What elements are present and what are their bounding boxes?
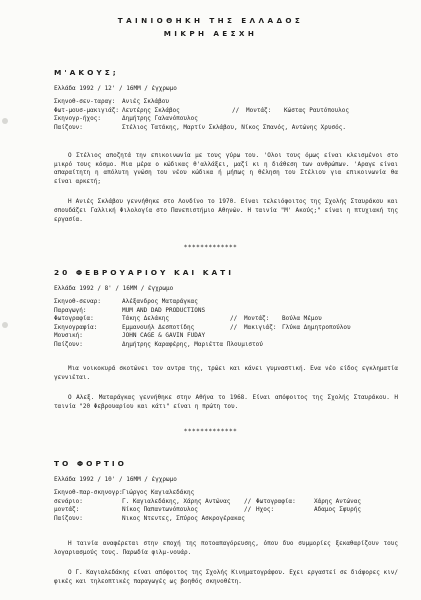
film-title: 20 ΦΕΒΡΟΥΑΡΙΟΥ ΚΑΙ ΚΑΤΙ — [54, 268, 234, 277]
film-description-2 — [54, 365, 398, 411]
credit-label: Παίζουν: — [54, 123, 83, 131]
credit-label: Παραγωγή: — [54, 306, 87, 314]
film-description-1 — [54, 152, 398, 224]
credit-row — [54, 324, 399, 333]
section-separator: ************* — [183, 428, 238, 435]
credit-value: Λευτέρης Σκλάβος — [122, 106, 180, 114]
credit-label: Φωτ-μουσ-μακιγιάζ: — [54, 106, 120, 114]
credit-value: Νίκος Παπαντωνόπουλος — [122, 506, 198, 514]
film-synopsis: Ο Στέλιος αποζητά την επικοινωνία με τους γύρω του. 'Ολοι τους όμως είναι κλεισμένοι στο μικρό τους κόσμο. Μια μέρα ο κώδικας θ'αλλάξει, μαζί κι η διάθεση των ανθρώπων. 'Αραγε είναι απαραίτητη η απόλυτη γνώση του νέου κώδικα ή μήπως η θέληση του Στέλιου για επικοινωνία θα είναι αρκετή; — [54, 152, 398, 185]
credits-list — [54, 98, 399, 132]
credit-row — [54, 124, 399, 133]
credit-label-2: Μοντάζ: — [246, 106, 272, 114]
credit-row — [54, 307, 399, 316]
document-header — [0, 14, 421, 40]
punch-hole — [2, 322, 8, 328]
credit-label: Παίζουν: — [54, 340, 83, 348]
director-bio: Ο Γ. Καγιαλεδάκης είναι απόφοιτος της Σχολής Κινηματογράφου. Εχει εργαστεί σε διάφορες κιν/φικές και τηλεοπτικές παραγωγές ως βοηθός σκηνοθέτη. — [54, 569, 398, 585]
director-bio: Η Ανιές Σκλάβου γεννήθηκε στο Λονδίνο το 1970. Είναι τελειόφοιτος της Σχολής Σταυράκου και σπουδάζει Γαλλική Φιλολογία στο Πανεπιστήμιο Αθηνών. Η ταινία "Μ' Ακούς;" είναι η πτυχιακή της εργασία. — [54, 198, 398, 223]
credit-separator: // — [244, 497, 252, 505]
punch-hole — [2, 118, 8, 124]
film-entry-2 — [54, 268, 399, 350]
credit-value: Στέλιος Τατάκης, Μαρτίν Σκλάβου, Νίκος Σπανός, Αντώνης Χρυσός. — [122, 123, 346, 131]
credit-label: Μουσική: — [54, 332, 83, 340]
credit-label: Παίζουν: — [54, 514, 83, 522]
credit-label: Σκηνογραφία: — [54, 323, 98, 331]
film-synopsis: Η ταινία αναφέρεται στην εποχή της ποτοαπαγόρευσης, όπου δυο συμμορίες ξεκαθαρίζουν τους λογαριασμούς τους. Παρωδία φιλμ-νουάρ. — [54, 540, 398, 556]
credit-value: Εμμανουήλ Δεσποτίδης — [122, 323, 195, 331]
credit-value-2: Αδαμος Σφυρής — [314, 506, 361, 514]
credit-value-2: Κώστας Ραυτόπουλος — [284, 106, 350, 114]
credit-row — [54, 98, 399, 107]
section-separator: ************* — [183, 244, 238, 251]
credit-label-2: Φωτογραφία: — [256, 497, 296, 505]
credit-label-2: Μακιγιάζ: — [244, 323, 277, 331]
credit-row — [54, 515, 399, 524]
credit-value: Αλέξανδρος Ματαράγκας — [122, 298, 198, 305]
credit-value: Τάκης Δελάκης — [122, 315, 169, 323]
credit-row — [54, 107, 399, 116]
header-line-1: ΤΑΙΝΙΟΘΗΚΗ ΤΗΣ ΕΛΛΑΔΟΣ — [117, 16, 304, 25]
credit-label: Σκηνογρ-ήχος: — [54, 115, 101, 123]
credit-row — [54, 115, 399, 124]
credit-row — [54, 506, 399, 515]
credit-row — [54, 298, 399, 307]
credit-label-2: Ηχος: — [256, 506, 275, 514]
film-entry-3 — [54, 459, 399, 523]
credit-value: Νικος Ντεντες, Σπύρος Ασκρογέρακας — [122, 514, 245, 522]
film-title: ΤΟ ΦΟΡΤΙΟ — [54, 459, 127, 468]
film-info: Ελλάδα 1992 / 10' / 16MM / έγχρωμο — [54, 476, 177, 483]
credit-row — [54, 315, 399, 324]
credit-row — [54, 489, 399, 498]
director-bio: Ο Αλεξ. Ματαράγκας γεννήθηκε στην Αθήνα το 1968. Είναι απόφοιτος της Σχολής Σταυράκου. Η ταινία "20 Φεβρουαρίου και κάτι" είναι η πρώτη του. — [54, 394, 398, 410]
credit-value-2: Γλύκα Δημητροπούλου — [282, 323, 351, 331]
film-synopsis: Μια νοικοκυρά σκοτώνει τον αντρα της, τρώει και κάνει γυμναστική. Ενα νέο είδος εγκληματία γεννιέται. — [54, 365, 398, 381]
credit-label-2: Μοντάζ: — [244, 315, 270, 323]
credit-label: μοντάζ: — [54, 506, 80, 514]
credit-value: Γιώργος Καγιαλεδάκης — [122, 489, 195, 496]
credits-list — [54, 489, 399, 523]
credit-label: Σκηνοθ-σεν-ταραγ: — [54, 98, 116, 105]
film-entry-1 — [54, 68, 399, 132]
credit-value: Δημήτρης Γαλανόπουλος — [122, 115, 198, 123]
credit-value: JOHN CAGE & GAVIN FUDAY — [122, 332, 206, 340]
credits-list — [54, 298, 399, 350]
film-title: Μ'ΑΚΟΥΣ; — [54, 68, 119, 77]
header-line-2: ΜΙΚΡΗ ΑΕΣΧΗ — [163, 29, 258, 38]
film-info: Ελλάδα 1992 / 12' / 16MM / έγχρωμο — [54, 85, 177, 92]
credit-separator: // — [230, 323, 238, 331]
credit-separator: // — [244, 506, 252, 514]
credit-row — [54, 498, 399, 507]
credit-value-2: Χάρης Αντώνας — [314, 497, 361, 505]
film-description-3 — [54, 540, 398, 586]
credit-row — [54, 341, 399, 350]
credit-value: Γ. Καγιαλεδάκης, Χάρης Αντώνας — [122, 497, 231, 505]
credit-value: Ανιές Σκλάβου — [122, 98, 169, 105]
credit-label: Σκηνοθ-σεναρ: — [54, 298, 101, 305]
credit-value: MUM AND DAD PRODUCTIONS — [122, 306, 206, 314]
credit-label: σενάριο: — [54, 497, 83, 505]
credit-separator: // — [230, 315, 238, 323]
credit-value-2: Βούλα Μέμου — [282, 315, 322, 323]
credit-label: Φωτογραφία: — [54, 315, 94, 323]
film-info: Ελλάδα 1992 / 8' / 16MM / έγχρωμο — [54, 285, 174, 292]
credit-row — [54, 332, 399, 341]
credit-separator: // — [232, 106, 240, 114]
credit-value: Δημήτρης Καραφέρης, Μαριέττα Πλουμιστού — [122, 340, 263, 348]
credit-label: Σκηνοθ-παρ-σκηνογρ: — [54, 489, 123, 496]
